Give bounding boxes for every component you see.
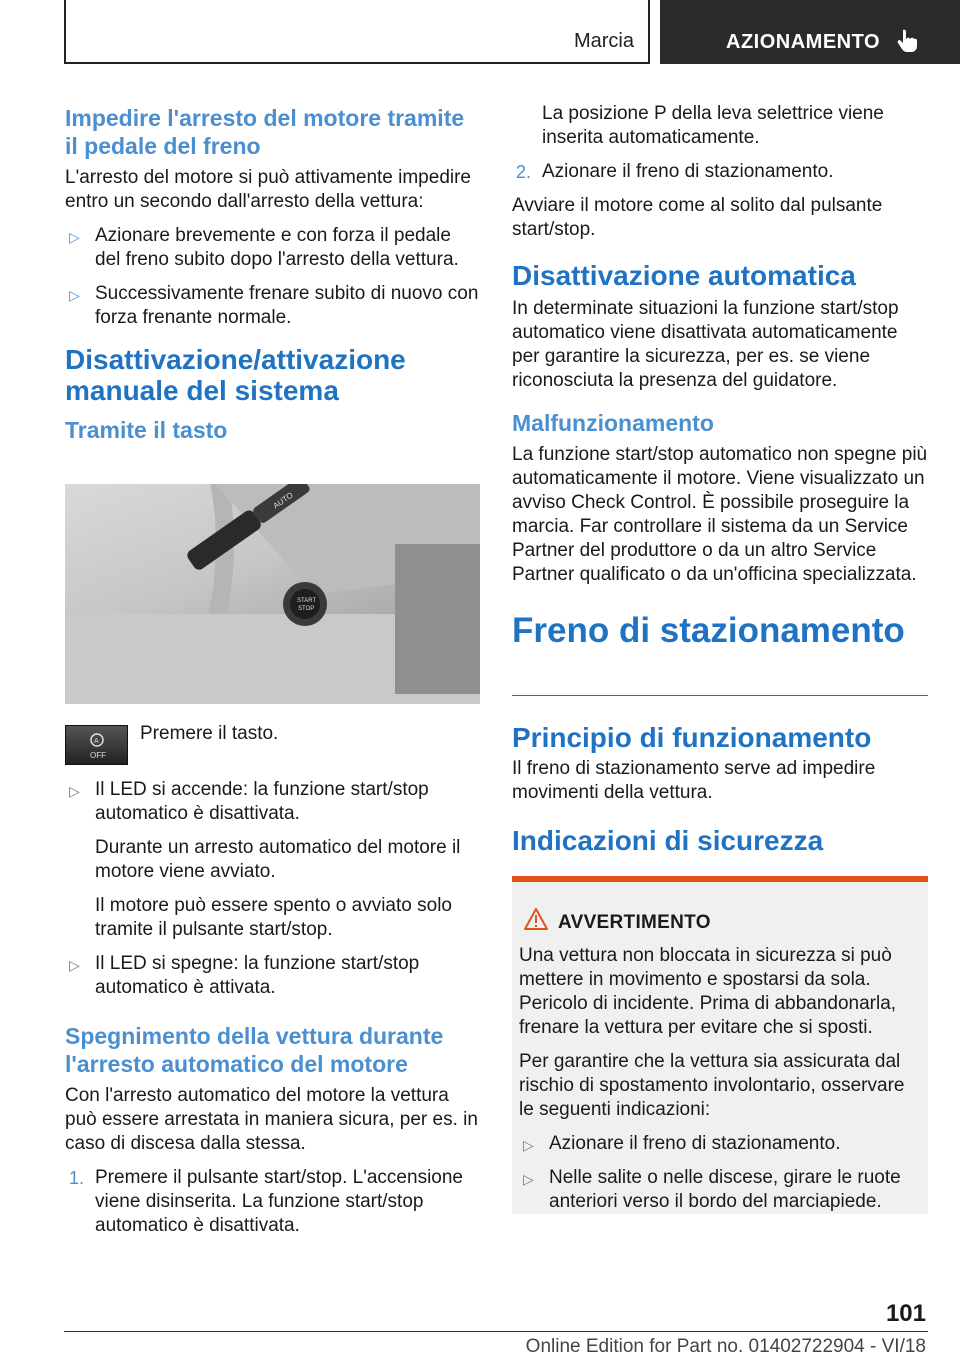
right-column	[512, 102, 928, 651]
heading-malfunction: Malfunzionamento	[512, 410, 714, 436]
footer-divider	[64, 1331, 928, 1332]
paragraph: Il motore può essere spento o avviato solo tramite il pulsante start/stop.	[95, 895, 452, 940]
triangle-bullet-icon: ▷	[523, 1171, 534, 1187]
edition-footer: Online Edition for Part no. 01402722904 - VI/18	[525, 1336, 926, 1357]
right-column-lower	[512, 722, 928, 866]
left-column-top	[65, 104, 481, 450]
button-caption: Premere il tasto.	[140, 723, 279, 744]
triangle-bullet-icon: ▷	[69, 783, 80, 799]
list-item: ▷ Azionare il freno di stazionamento.	[519, 1132, 919, 1156]
heading-parking-brake: Freno di stazionamento	[512, 611, 905, 650]
warning-paragraph: Per garantire che la vettura sia assicurata dal rischio di spostamento involontario, osservare le seguenti indicazioni:	[519, 1051, 905, 1120]
paragraph: Con l'arresto automatico del motore la vettura può essere arrestata in maniera sicura, per es. in caso di discesa dalla stessa.	[65, 1085, 478, 1154]
off-label: OFF	[90, 751, 106, 760]
heading-via-button: Tramite il tasto	[65, 417, 228, 443]
svg-text:A: A	[94, 738, 99, 745]
paragraph: Avviare il motore come al solito dal pulsante start/stop.	[512, 195, 883, 240]
warning-paragraph: Una vettura non bloccata in sicurezza si può mettere in movimento e spostarsi da sola. Pericolo di incidente. Prima di abbandonarla, frenare la vettura per evitare che si sposti.	[519, 945, 897, 1038]
chapter-tab-label: AZIONAMENTO	[726, 31, 881, 53]
list-item: ▷ Il LED si spegne: la funzione start/stop automatico è attivata.	[69, 953, 420, 998]
paragraph: La posizione P della leva selettrice viene inserita automaticamente.	[542, 103, 884, 148]
heading-auto-deactivation: Disattivazione automatica	[512, 260, 856, 291]
list-item: ▷ Nelle salite o nelle discese, girare le ruote anteriori verso il bordo del marciapiede.	[523, 1167, 901, 1212]
auto-label: AUTO	[271, 490, 295, 511]
paragraph: Durante un arresto automatico del motore il motore viene avviato.	[95, 837, 461, 882]
list-item: ▷ Il LED si accende: la funzione start/stop automatico è disattivata.	[69, 779, 429, 824]
header-frame	[64, 0, 650, 64]
dashboard-photo	[65, 484, 480, 704]
left-column-bottom	[65, 778, 481, 1248]
list-item: 1. Premere il pulsante start/stop. L'accensione viene disinserita. La funzione start/stop automatico è disattivata.	[69, 1167, 463, 1236]
heading-prevent-stop: Impedire l'arresto del motore tramite il pedale del freno	[65, 105, 465, 159]
triangle-bullet-icon: ▷	[69, 287, 80, 303]
list-item: 2. Azionare il freno di stazionamento.	[516, 161, 834, 182]
chapter-tab	[660, 0, 960, 64]
heading-safety-notes: Indicazioni di sicurezza	[512, 825, 824, 856]
triangle-bullet-icon: ▷	[69, 957, 80, 973]
paragraph: In determinate situazioni la funzione start/stop automatico viene disattivata automaticamente per garantire la sicurezza, per es. se viene riconosciuta la presenza del guidatore.	[512, 298, 899, 391]
paragraph: Il freno di stazionamento serve ad impedire movimenti della vettura.	[512, 758, 876, 803]
paragraph: L'arresto del motore si può attivamente impedire entro un secondo dall'arresto della vettura:	[65, 167, 471, 212]
heading-operating-principle: Principio di funzionamento	[512, 722, 872, 753]
start-label: START	[297, 598, 317, 604]
section-title: Marcia	[573, 30, 634, 52]
list-item: ▷ Successivamente frenare subito di nuovo con forza frenante normale.	[69, 283, 479, 328]
warning-triangle-icon	[524, 908, 548, 930]
paragraph: La funzione start/stop automatico non spegne più automaticamente il motore. Viene visualizzato un avviso Check Control. È possibile proseguire la marcia. Far controllare il sistema da un Service Partner del produttore o da un altro Service Partner qualificato o da un'officina specializzata.	[512, 444, 928, 585]
page-number: 101	[885, 1300, 926, 1327]
heading-manual-deactivation: Disattivazione/attivazione manuale del sistema	[65, 344, 406, 406]
heading-switch-off-during-stop: Spegnimento della vettura durante l'arresto automatico del motore	[65, 1023, 444, 1077]
start-stop-off-button-image	[65, 725, 128, 765]
hand-pointer-icon	[896, 28, 918, 52]
warning-box	[512, 876, 928, 1214]
section-divider	[512, 695, 928, 696]
triangle-bullet-icon: ▷	[69, 229, 80, 245]
warning-title: AVVERTIMENTO	[558, 912, 711, 933]
triangle-bullet-icon: ▷	[523, 1137, 534, 1153]
list-item: ▷ Azionare brevemente e con forza il pedale del freno subito dopo l'arresto della vettura.	[69, 225, 459, 270]
stop-label: STOP	[298, 606, 315, 612]
